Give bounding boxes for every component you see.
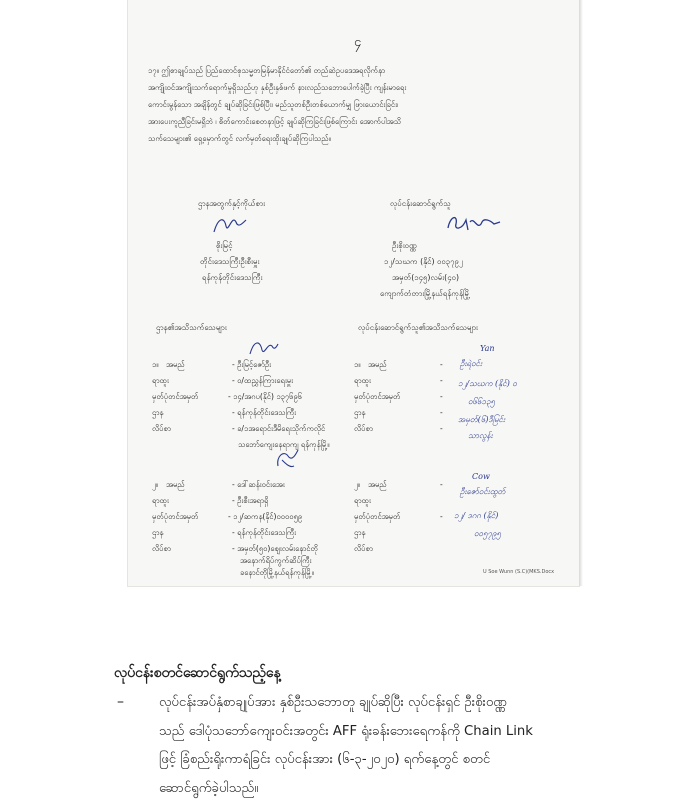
left-party-heading: ဌာနအတွက်နှင့်ကိုယ်စား [198, 199, 266, 208]
left-witness-2-signature [272, 446, 302, 472]
right-witness-1-number: ၁။ [354, 360, 361, 369]
right-party-address-1: အမှတ်(၁၄၅)လမ်း(၄၀) [392, 273, 460, 282]
paragraph-line: ဖြင့် ခြံစည်းရိုးကာရံခြင်း လုပ်ငန်းအား (၆-၃-၂၀၂၀) ရက်နေ့တွင် စတင် [159, 752, 491, 767]
label-nrc: မှတ်ပုံတင်အမှတ် [354, 512, 401, 521]
label-nrc: မှတ်ပုံတင်အမှတ် [152, 392, 199, 401]
section-heading: လုပ်ငန်းစတင်ဆောင်ရွက်သည့်နေ့ [114, 665, 281, 681]
left-witness-2-number: ၂။ [152, 480, 159, 489]
label-department: ဌာန [152, 408, 164, 417]
right-witness-2-signature: Cow [472, 472, 490, 481]
left-party-region: ရန်ကုန်တိုင်းဒေသကြီး [202, 273, 263, 282]
left-party-signature [210, 210, 250, 240]
right-witness-1-address-cont: သာလွန်း [468, 431, 493, 440]
agreement-paragraph [148, 62, 548, 147]
page-number: ၄ [354, 35, 362, 50]
label-name: အမည် [166, 360, 185, 369]
left-witness-2-department: - ရန်ကုန်တိုင်းဒေသကြီး [232, 528, 297, 537]
left-witness-1-address-cont: သဘော်ကျေးနေရာကျ ရန်ကုန်မြို့။ [238, 440, 330, 449]
label-department: ဌာန [354, 408, 366, 417]
label-address: လိပ်စာ [354, 544, 373, 553]
left-witness-1-signature [246, 336, 280, 360]
label-position: ရာထူး [152, 496, 169, 505]
right-witness-2-number: ၂။ [354, 480, 361, 489]
right-witness-2-nrc-num: ၀၀၅၇၉၅ [474, 529, 501, 538]
right-party-nrc: ၁၂/သဃက (နိုင်) ၀၀၃၇၉၂ [384, 257, 463, 266]
left-party-name: စိုးမြင့် [216, 241, 233, 250]
left-witness-heading: ဌာန၏အသိသက်သေများ [156, 323, 227, 332]
label-position: ရာထူး [354, 496, 371, 505]
right-witness-heading: လုပ်ငန်းဆောင်ရွက်သူ၏အသိသက်သေများ [358, 323, 478, 332]
section-paragraph [159, 689, 599, 803]
right-party-signature [444, 210, 502, 236]
right-witness-1-signature: Yan [480, 344, 495, 353]
left-witness-1-name: - ဦးမြင့်ဇော်ဦး [232, 360, 272, 369]
right-witness-1-nrc-num: ၀၆၆၁၃၅ [468, 397, 495, 406]
paragraph-line: သက်သေများ၏ ရှေ့မှောက်တွင် လက်မှတ်ရေးထိုးချုပ်ဆိုကြပါသည်။ [148, 134, 331, 143]
right-witness-2-name: ဦးဇော်ဝင်းထွတ် [460, 487, 506, 496]
left-witness-2-nrc: - ၁၂/ဆကန(နိုင်)၀၀၀၀၅၉ [228, 512, 303, 521]
label-department: ဌာန [354, 528, 366, 537]
left-witness-1-address: - ခ/၁အရောင်းဒီမိရေးသိုက်ကလိုင် [232, 424, 326, 433]
paragraph-line: ဆောင်ရွက်ခဲ့ပါသည်။ [159, 780, 259, 796]
label-position: ရာထူး [152, 376, 169, 385]
paragraph-line: အားပေးကူညီခြင်းမရှိဘဲ ၊ စိတ်ကောင်းစေတနာဖြင့် ချုပ်ဆိုကြခြင်းဖြစ်ကြောင်း အောက်ပါအသိ [148, 117, 401, 126]
paragraph-line: အကျိုးဝင်အကျိုးသက်ရောက်မှုရှိသည်ဟု နှစ်ဦးနှစ်ဖက် နားလည်သဘောပေါက်ခဲ့ပြီး ကျန်းမာရေး [148, 83, 407, 92]
label-nrc: မှတ်ပုံတင်အမှတ် [152, 512, 199, 521]
scanned-page: ၄ ၁၇။ ဤစာချုပ်သည် ပြည်ထောင်စုသမ္မတမြန်မာနိုင်ငံတော်၏ တည်ဆဲဥပဒေအရလိုက်နာ အကျိုးဝင်အကျိုးသက်ရောက်မှုရှိသည်ဟု နှစ်ဦးနှစ်ဖက် နားလည်သဘောပေါက်ခဲ့ပြီး ကျန်းမာရေး ကောင်းမွန်သော အချိန်တွင် ချုပ်ဆိုခြင်းဖြစ်ပြီး၊ မည်သူတစ်ဦးတစ်ယောက်မျှ ဖြားယောင်းခြင်း၊ အားပေးကူညီခြင်းမရှိဘဲ ၊ စိတ်ကောင်းစေတနာဖြင့် ချုပ်ဆိုကြခြင်းဖြစ်ကြောင်း အောက်ပါအသိ သက်သေများ၏ ရှေ့မှောက်တွင် လက်မှတ်ရေးထိုးချုပ်ဆိုကြပါသည်။ ဌာနအတွက်နှင့်ကိုယ်စား လုပ်ငန်းဆောင်ရွက်သူ စိုးမြင့် တိုင်းဒေသကြီးဦးစီးမှူး ရန်ကုန်တိုင်းဒေသကြီး ဦးစိုးဝဏ္ဏ ၁၂/သဃက (နိုင်) ၀၀၃၇၉၂ အမှတ်(၁၄၅)လမ်း(၄၀) ကျောက်တံတားမြို့နယ်ရန်ကုန်မြို့ ဌာန၏အသိသက်သေများ လုပ်ငန်းဆောင်ရွက်သူ၏အသိသက်သေများ ၁။ အမည် ရာထူး မှတ်ပုံတင်အမှတ် ဌာန လိပ်စာ - ဦးမြင့်ဇော်ဦး - ၀/ထညွှန်ကြားရေးမှူး - ၁၄/အဂပ(နိုင်) ၁၃၇၆၉၆ - ရန်ကုန်တိုင်းဒေသကြီး - ခ/၁အရောင်းဒီမိရေးသိုက်ကလိုင် သဘော်ကျေးနေရာကျ ရန်ကုန်မြို့။ ၁။ အမည် ရာထူး မှတ်ပုံတင်အမှတ် ဌာန လိပ်စာ - - - - - Yan ဦးရဲဝင်း ၁၂/သဃက (နိုင်) ၀ ၀၆၆၁၃၅ အမှတ်(၆)ဒီမြင်း သာလွန်း ၂။ အမည် ရာထူး မှတ်ပုံတင်အမှတ် ဌာန လိပ်စာ - ဒေါ်ဆန်းဝင်းအေး - ဦးစီးအရာရှိ - ၁၂/ဆကန(နိုင်)၀၀၀၀၅၉ - ရန်ကုန်တိုင်းဒေသကြီး - အမှတ်(၅၀)ဈေးလမ်းနောင်တို အနောက်ရိပ်ကွက်ဆိပ်ကြီး ခနောင်တိုမြို့နယ်ရန်ကုန်မြို့။ ၂။ အမည် ရာထူး မှတ်ပုံတင်အမှတ် ဌာန လိပ်စာ - - Cow ဦးဇော်ဝင်းထွတ် ၁၂/ ဒဂဂ (နိုင်) ၀၀၅၇၉၅ U Soe Wunn (S.C)(MKS.Docx [128, 0, 579, 586]
left-witness-1-department: - ရန်ကုန်တိုင်းဒေသကြီး [232, 408, 297, 417]
bullet-dash: – [117, 694, 124, 710]
right-party-address-2: ကျောက်တံတားမြို့နယ်ရန်ကုန်မြို့ [380, 289, 471, 298]
paragraph-line: လုပ်ငန်းအပ်နှံစာချုပ်အား နှစ်ဦးသဘောတူ ချုပ်ဆိုပြီး လုပ်ငန်းရှင် ဦးစိုးဝဏ္ဏ [159, 695, 507, 710]
right-party-heading: လုပ်ငန်းဆောင်ရွက်သူ [390, 199, 451, 208]
right-party-name: ဦးစိုးဝဏ္ဏ [392, 241, 417, 250]
footer-note: U Soe Wunn (S.C)(MKS.Docx [483, 569, 555, 575]
left-witness-1-number: ၁။ [152, 360, 159, 369]
label-name: အမည် [368, 360, 387, 369]
left-witness-1-nrc: - ၁၄/အဂပ(နိုင်) ၁၃၇၆၉၆ [228, 392, 302, 401]
label-address: လိပ်စာ [152, 544, 171, 553]
paragraph-line: ၁၇။ ဤစာချုပ်သည် ပြည်ထောင်စုသမ္မတမြန်မာနိုင်ငံတော်၏ တည်ဆဲဥပဒေအရလိုက်နာ [148, 66, 385, 75]
left-witness-2-address: - အမှတ်(၅၀)ဈေးလမ်းနောင်တို [232, 544, 318, 553]
label-name: အမည် [368, 480, 387, 489]
paragraph-line: သည် ဒေါပုံသဘော်ကျေးဝင်းအတွင်း AFF ရုံးခန်းဘေးရေကန်ကို Chain Link [159, 723, 533, 739]
paragraph-line: ကောင်းမွန်သော အချိန်တွင် ချုပ်ဆိုခြင်းဖြစ်ပြီး၊ မည်သူတစ်ဦးတစ်ယောက်မျှ ဖြားယောင်းခြင်း၊ [148, 100, 399, 109]
left-witness-2-position: - ဦးစီးအရာရှိ [232, 496, 269, 505]
left-party-title: တိုင်းဒေသကြီးဦးစီးမှူး [200, 257, 260, 266]
label-address: လိပ်စာ [152, 424, 171, 433]
left-witness-2-name: - ဒေါ်ဆန်းဝင်းအေး [232, 480, 285, 489]
label-address: လိပ်စာ [354, 424, 373, 433]
label-department: ဌာန [152, 528, 164, 537]
left-witness-2-address-cont: ခနောင်တိုမြို့နယ်ရန်ကုန်မြို့။ [240, 568, 314, 577]
right-witness-1-nrc: ၁၂/သဃက (နိုင်) ၀ [458, 379, 517, 388]
label-position: ရာထူး [354, 376, 371, 385]
label-nrc: မှတ်ပုံတင်အမှတ် [354, 392, 401, 401]
left-witness-2-address-cont: အနောက်ရိပ်ကွက်ဆိပ်ကြီး [240, 556, 312, 565]
right-witness-2-nrc: ၁၂/ ဒဂဂ (နိုင်) [454, 511, 499, 520]
right-witness-1-address: အမှတ်(၆)ဒီမြင်း [458, 415, 505, 424]
left-witness-1-position: - ၀/ထညွှန်ကြားရေးမှူး [232, 376, 294, 385]
right-witness-1-name: ဦးရဲဝင်း [460, 359, 483, 368]
label-name: အမည် [166, 480, 185, 489]
